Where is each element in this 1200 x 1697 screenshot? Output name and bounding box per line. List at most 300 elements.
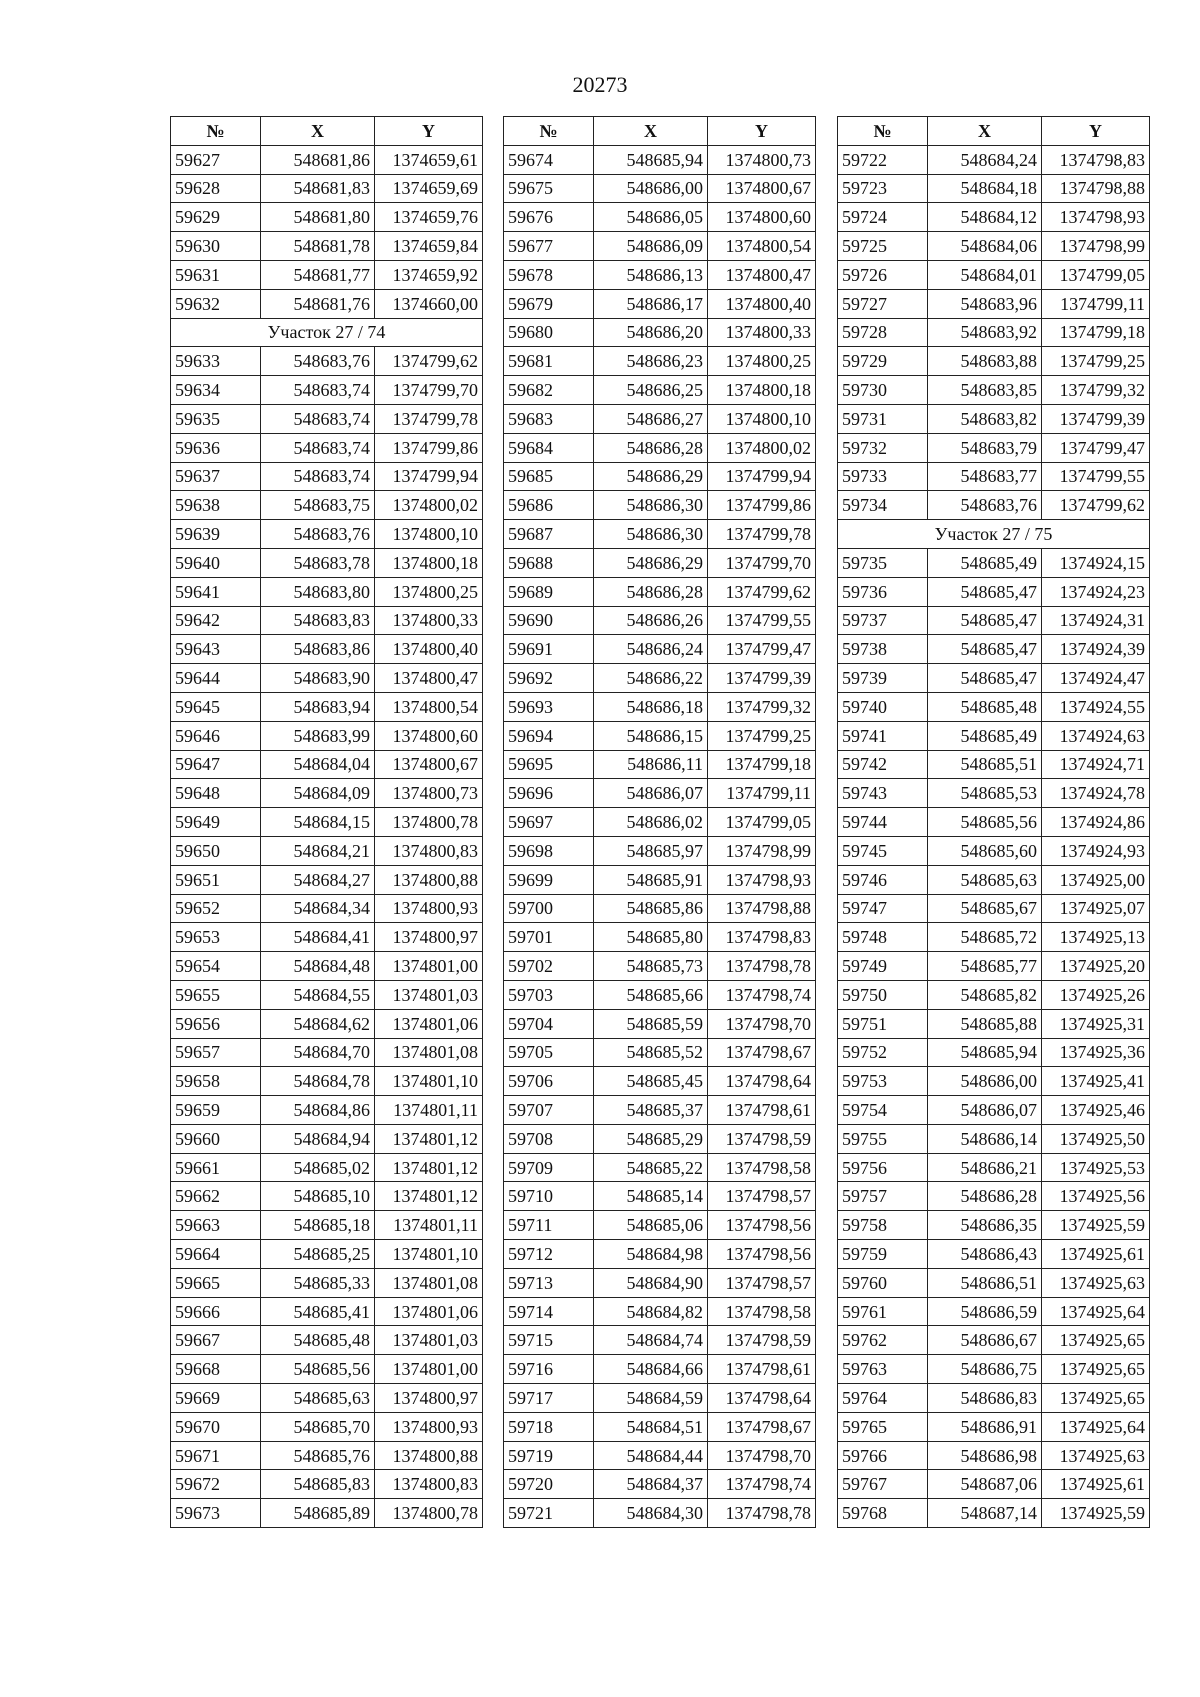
table-row: [171, 1038, 483, 1067]
x-coordinate: 548685,67: [928, 894, 1042, 923]
table-row: [504, 1211, 816, 1240]
y-coordinate: 1374799,94: [375, 462, 483, 491]
x-coordinate: 548685,83: [261, 1470, 375, 1499]
point-number: 59638: [171, 491, 261, 520]
coordinate-table-1: [170, 116, 483, 1528]
y-coordinate: 1374924,55: [1042, 692, 1150, 721]
x-coordinate: 548683,76: [928, 491, 1042, 520]
table-row: [504, 1441, 816, 1470]
table-row: [171, 289, 483, 318]
x-coordinate: 548685,14: [594, 1182, 708, 1211]
point-number: 59728: [838, 318, 928, 347]
x-coordinate: 548685,70: [261, 1412, 375, 1441]
table-row: [171, 894, 483, 923]
table-row: [504, 1038, 816, 1067]
table-row: [171, 203, 483, 232]
y-coordinate: 1374800,25: [375, 577, 483, 606]
table-row: [504, 491, 816, 520]
point-number: 59682: [504, 376, 594, 405]
table-row: [504, 404, 816, 433]
table-row: [171, 433, 483, 462]
y-coordinate: 1374801,11: [375, 1096, 483, 1125]
x-coordinate: 548685,33: [261, 1268, 375, 1297]
y-coordinate: 1374799,62: [375, 347, 483, 376]
y-coordinate: 1374801,12: [375, 1182, 483, 1211]
point-number: 59756: [838, 1153, 928, 1182]
point-number: 59742: [838, 750, 928, 779]
point-number: 59738: [838, 635, 928, 664]
x-coordinate: 548685,10: [261, 1182, 375, 1211]
point-number: 59734: [838, 491, 928, 520]
point-number: 59676: [504, 203, 594, 232]
y-coordinate: 1374800,93: [375, 1412, 483, 1441]
section-title: Участок 27 / 74: [171, 318, 483, 347]
table-row: [171, 145, 483, 174]
x-coordinate: 548686,11: [594, 750, 708, 779]
x-coordinate: 548686,26: [594, 606, 708, 635]
table-row: [171, 491, 483, 520]
point-number: 59717: [504, 1384, 594, 1413]
table-row: [171, 376, 483, 405]
x-coordinate: 548686,09: [594, 232, 708, 261]
point-number: 59693: [504, 692, 594, 721]
point-number: 59677: [504, 232, 594, 261]
point-number: 59692: [504, 664, 594, 693]
table-row: [838, 606, 1150, 635]
table-row: [838, 1067, 1150, 1096]
point-number: 59743: [838, 779, 928, 808]
point-number: 59701: [504, 923, 594, 952]
page-number: 20273: [572, 72, 628, 97]
table-header-row: [171, 117, 483, 146]
y-coordinate: 1374798,59: [708, 1326, 816, 1355]
y-coordinate: 1374798,99: [708, 836, 816, 865]
y-coordinate: 1374925,65: [1042, 1355, 1150, 1384]
table-row: [171, 750, 483, 779]
x-coordinate: 548686,14: [928, 1124, 1042, 1153]
y-coordinate: 1374925,65: [1042, 1384, 1150, 1413]
y-coordinate: 1374925,41: [1042, 1067, 1150, 1096]
point-number: 59697: [504, 808, 594, 837]
x-coordinate: 548681,76: [261, 289, 375, 318]
x-coordinate: 548685,94: [928, 1038, 1042, 1067]
x-coordinate: 548685,72: [928, 923, 1042, 952]
table-row: [504, 1182, 816, 1211]
x-coordinate: 548683,75: [261, 491, 375, 520]
y-coordinate: 1374801,03: [375, 980, 483, 1009]
x-coordinate: 548685,51: [928, 750, 1042, 779]
point-number: 59687: [504, 520, 594, 549]
x-coordinate: 548684,78: [261, 1067, 375, 1096]
x-coordinate: 548684,74: [594, 1326, 708, 1355]
y-coordinate: 1374800,02: [375, 491, 483, 520]
point-number: 59750: [838, 980, 928, 1009]
y-coordinate: 1374924,93: [1042, 836, 1150, 865]
table-row: [171, 836, 483, 865]
x-coordinate: 548684,86: [261, 1096, 375, 1125]
point-number: 59634: [171, 376, 261, 405]
x-coordinate: 548683,74: [261, 433, 375, 462]
point-number: 59683: [504, 404, 594, 433]
y-coordinate: 1374659,84: [375, 232, 483, 261]
x-coordinate: 548681,80: [261, 203, 375, 232]
coordinate-table-2: [503, 116, 816, 1528]
y-coordinate: 1374798,74: [708, 1470, 816, 1499]
y-coordinate: 1374798,58: [708, 1153, 816, 1182]
point-number: 59712: [504, 1240, 594, 1269]
table-row: [838, 1211, 1150, 1240]
point-number: 59719: [504, 1441, 594, 1470]
table-row: [838, 491, 1150, 520]
x-coordinate: 548685,37: [594, 1096, 708, 1125]
point-number: 59696: [504, 779, 594, 808]
y-coordinate: 1374799,94: [708, 462, 816, 491]
table-row: [838, 376, 1150, 405]
table-row: [838, 894, 1150, 923]
y-coordinate: 1374800,25: [708, 347, 816, 376]
table-row: [504, 347, 816, 376]
table-row: [838, 1297, 1150, 1326]
table-row: [171, 635, 483, 664]
point-number: 59732: [838, 433, 928, 462]
point-number: 59675: [504, 174, 594, 203]
point-number: 59716: [504, 1355, 594, 1384]
x-coordinate: 548684,30: [594, 1499, 708, 1528]
y-coordinate: 1374800,18: [375, 548, 483, 577]
x-coordinate: 548685,47: [928, 635, 1042, 664]
x-coordinate: 548686,13: [594, 260, 708, 289]
x-coordinate: 548685,91: [594, 865, 708, 894]
y-coordinate: 1374798,70: [708, 1009, 816, 1038]
table-row: [838, 865, 1150, 894]
y-coordinate: 1374798,70: [708, 1441, 816, 1470]
header-y: Y: [708, 117, 816, 146]
x-coordinate: 548683,94: [261, 692, 375, 721]
y-coordinate: 1374925,63: [1042, 1268, 1150, 1297]
y-coordinate: 1374924,63: [1042, 721, 1150, 750]
table-row: [838, 1182, 1150, 1211]
y-coordinate: 1374798,88: [708, 894, 816, 923]
point-number: 59713: [504, 1268, 594, 1297]
table-row: [504, 1009, 816, 1038]
x-coordinate: 548681,78: [261, 232, 375, 261]
point-number: 59731: [838, 404, 928, 433]
table-row: [504, 1297, 816, 1326]
x-coordinate: 548685,60: [928, 836, 1042, 865]
header-number: №: [171, 117, 261, 146]
table-row: [504, 808, 816, 837]
point-number: 59765: [838, 1412, 928, 1441]
y-coordinate: 1374800,60: [708, 203, 816, 232]
x-coordinate: 548683,83: [261, 606, 375, 635]
table-row: [171, 606, 483, 635]
y-coordinate: 1374799,70: [375, 376, 483, 405]
point-number: 59741: [838, 721, 928, 750]
y-coordinate: 1374801,06: [375, 1297, 483, 1326]
y-coordinate: 1374799,47: [1042, 433, 1150, 462]
x-coordinate: 548685,49: [928, 548, 1042, 577]
point-number: 59678: [504, 260, 594, 289]
x-coordinate: 548684,62: [261, 1009, 375, 1038]
point-number: 59635: [171, 404, 261, 433]
table-row: [504, 318, 816, 347]
table-row: [171, 1240, 483, 1269]
x-coordinate: 548685,76: [261, 1441, 375, 1470]
table-row: [838, 1038, 1150, 1067]
y-coordinate: 1374924,86: [1042, 808, 1150, 837]
y-coordinate: 1374800,78: [375, 1499, 483, 1528]
point-number: 59656: [171, 1009, 261, 1038]
x-coordinate: 548684,09: [261, 779, 375, 808]
y-coordinate: 1374925,07: [1042, 894, 1150, 923]
table-row: [171, 1124, 483, 1153]
point-number: 59644: [171, 664, 261, 693]
x-coordinate: 548686,18: [594, 692, 708, 721]
y-coordinate: 1374798,83: [1042, 145, 1150, 174]
table-row: [838, 1240, 1150, 1269]
y-coordinate: 1374924,47: [1042, 664, 1150, 693]
table-row: [171, 404, 483, 433]
y-coordinate: 1374800,78: [375, 808, 483, 837]
point-number: 59753: [838, 1067, 928, 1096]
coordinate-table-3: [837, 116, 1150, 1528]
table-row: [171, 548, 483, 577]
point-number: 59663: [171, 1211, 261, 1240]
point-number: 59758: [838, 1211, 928, 1240]
table-row: [504, 1412, 816, 1441]
table-row: [504, 1124, 816, 1153]
table-row: [838, 318, 1150, 347]
point-number: 59689: [504, 577, 594, 606]
table-row: [838, 952, 1150, 981]
x-coordinate: 548686,15: [594, 721, 708, 750]
y-coordinate: 1374800,73: [375, 779, 483, 808]
x-coordinate: 548683,78: [261, 548, 375, 577]
table-row: [171, 808, 483, 837]
y-coordinate: 1374801,08: [375, 1268, 483, 1297]
y-coordinate: 1374800,33: [375, 606, 483, 635]
table-row: [171, 721, 483, 750]
table-row: [171, 1355, 483, 1384]
point-number: 59724: [838, 203, 928, 232]
point-number: 59649: [171, 808, 261, 837]
point-number: 59652: [171, 894, 261, 923]
point-number: 59666: [171, 1297, 261, 1326]
y-coordinate: 1374798,67: [708, 1038, 816, 1067]
point-number: 59629: [171, 203, 261, 232]
x-coordinate: 548686,25: [594, 376, 708, 405]
y-coordinate: 1374800,88: [375, 1441, 483, 1470]
point-number: 59709: [504, 1153, 594, 1182]
point-number: 59704: [504, 1009, 594, 1038]
x-coordinate: 548684,41: [261, 923, 375, 952]
point-number: 59653: [171, 923, 261, 952]
point-number: 59703: [504, 980, 594, 1009]
y-coordinate: 1374799,62: [708, 577, 816, 606]
x-coordinate: 548684,59: [594, 1384, 708, 1413]
y-coordinate: 1374925,65: [1042, 1326, 1150, 1355]
y-coordinate: 1374925,63: [1042, 1441, 1150, 1470]
table-row: [171, 1211, 483, 1240]
point-number: 59642: [171, 606, 261, 635]
point-number: 59639: [171, 520, 261, 549]
x-coordinate: 548684,15: [261, 808, 375, 837]
x-coordinate: 548685,56: [928, 808, 1042, 837]
point-number: 59637: [171, 462, 261, 491]
y-coordinate: 1374798,56: [708, 1240, 816, 1269]
point-number: 59760: [838, 1268, 928, 1297]
x-coordinate: 548684,98: [594, 1240, 708, 1269]
point-number: 59751: [838, 1009, 928, 1038]
point-number: 59746: [838, 865, 928, 894]
y-coordinate: 1374801,00: [375, 1355, 483, 1384]
table-row: [171, 347, 483, 376]
x-coordinate: 548685,47: [928, 664, 1042, 693]
x-coordinate: 548687,14: [928, 1499, 1042, 1528]
point-number: 59721: [504, 1499, 594, 1528]
table-row: [171, 1412, 483, 1441]
table-row: [838, 1384, 1150, 1413]
x-coordinate: 548685,56: [261, 1355, 375, 1384]
y-coordinate: 1374925,53: [1042, 1153, 1150, 1182]
table-row: [838, 1268, 1150, 1297]
point-number: 59655: [171, 980, 261, 1009]
point-number: 59674: [504, 145, 594, 174]
x-coordinate: 548683,80: [261, 577, 375, 606]
point-number: 59680: [504, 318, 594, 347]
point-number: 59664: [171, 1240, 261, 1269]
section-header-row: [838, 520, 1150, 549]
table-row: [171, 1067, 483, 1096]
y-coordinate: 1374799,78: [708, 520, 816, 549]
y-coordinate: 1374801,00: [375, 952, 483, 981]
table-row: [504, 836, 816, 865]
point-number: 59628: [171, 174, 261, 203]
x-coordinate: 548685,82: [928, 980, 1042, 1009]
table-row: [504, 779, 816, 808]
table-row: [504, 260, 816, 289]
table-row: [171, 1441, 483, 1470]
table-row: [838, 347, 1150, 376]
point-number: 59695: [504, 750, 594, 779]
x-coordinate: 548685,53: [928, 779, 1042, 808]
table-row: [504, 1326, 816, 1355]
y-coordinate: 1374925,61: [1042, 1470, 1150, 1499]
table-row: [504, 865, 816, 894]
table-row: [504, 1153, 816, 1182]
point-number: 59707: [504, 1096, 594, 1125]
table-row: [171, 577, 483, 606]
y-coordinate: 1374924,78: [1042, 779, 1150, 808]
y-coordinate: 1374924,71: [1042, 750, 1150, 779]
table-row: [838, 808, 1150, 837]
header-number: №: [504, 117, 594, 146]
header-x: X: [261, 117, 375, 146]
x-coordinate: 548685,94: [594, 145, 708, 174]
y-coordinate: 1374801,10: [375, 1240, 483, 1269]
x-coordinate: 548683,82: [928, 404, 1042, 433]
x-coordinate: 548685,06: [594, 1211, 708, 1240]
y-coordinate: 1374800,73: [708, 145, 816, 174]
point-number: 59633: [171, 347, 261, 376]
table-row: [838, 721, 1150, 750]
x-coordinate: 548685,88: [928, 1009, 1042, 1038]
point-number: 59711: [504, 1211, 594, 1240]
point-number: 59688: [504, 548, 594, 577]
x-coordinate: 548686,21: [928, 1153, 1042, 1182]
point-number: 59761: [838, 1297, 928, 1326]
point-number: 59725: [838, 232, 928, 261]
y-coordinate: 1374801,12: [375, 1124, 483, 1153]
y-coordinate: 1374800,18: [708, 376, 816, 405]
y-coordinate: 1374799,32: [1042, 376, 1150, 405]
y-coordinate: 1374799,25: [1042, 347, 1150, 376]
table-row: [838, 433, 1150, 462]
x-coordinate: 548685,73: [594, 952, 708, 981]
x-coordinate: 548686,27: [594, 404, 708, 433]
y-coordinate: 1374800,60: [375, 721, 483, 750]
table-row: [504, 750, 816, 779]
y-coordinate: 1374800,02: [708, 433, 816, 462]
point-number: 59662: [171, 1182, 261, 1211]
x-coordinate: 548685,97: [594, 836, 708, 865]
y-coordinate: 1374924,23: [1042, 577, 1150, 606]
point-number: 59699: [504, 865, 594, 894]
point-number: 59643: [171, 635, 261, 664]
point-number: 59708: [504, 1124, 594, 1153]
y-coordinate: 1374799,18: [708, 750, 816, 779]
x-coordinate: 548686,28: [594, 433, 708, 462]
table-row: [504, 664, 816, 693]
point-number: 59744: [838, 808, 928, 837]
x-coordinate: 548685,52: [594, 1038, 708, 1067]
point-number: 59648: [171, 779, 261, 808]
table-row: [504, 894, 816, 923]
x-coordinate: 548684,21: [261, 836, 375, 865]
y-coordinate: 1374659,61: [375, 145, 483, 174]
y-coordinate: 1374800,33: [708, 318, 816, 347]
y-coordinate: 1374798,93: [708, 865, 816, 894]
point-number: 59705: [504, 1038, 594, 1067]
x-coordinate: 548683,86: [261, 635, 375, 664]
table-row: [838, 145, 1150, 174]
y-coordinate: 1374799,70: [708, 548, 816, 577]
table-row: [171, 232, 483, 261]
point-number: 59658: [171, 1067, 261, 1096]
table-row: [838, 1355, 1150, 1384]
x-coordinate: 548684,44: [594, 1441, 708, 1470]
x-coordinate: 548685,80: [594, 923, 708, 952]
x-coordinate: 548684,66: [594, 1355, 708, 1384]
table-row: [838, 750, 1150, 779]
table-row: [171, 779, 483, 808]
y-coordinate: 1374799,05: [708, 808, 816, 837]
point-number: 59764: [838, 1384, 928, 1413]
point-number: 59733: [838, 462, 928, 491]
table-row: [504, 577, 816, 606]
x-coordinate: 548686,17: [594, 289, 708, 318]
y-coordinate: 1374925,56: [1042, 1182, 1150, 1211]
point-number: 59762: [838, 1326, 928, 1355]
header-y: Y: [1042, 117, 1150, 146]
point-number: 59745: [838, 836, 928, 865]
table-row: [838, 1326, 1150, 1355]
table-row: [838, 548, 1150, 577]
y-coordinate: 1374799,18: [1042, 318, 1150, 347]
y-coordinate: 1374800,67: [375, 750, 483, 779]
table-row: [504, 923, 816, 952]
point-number: 59737: [838, 606, 928, 635]
